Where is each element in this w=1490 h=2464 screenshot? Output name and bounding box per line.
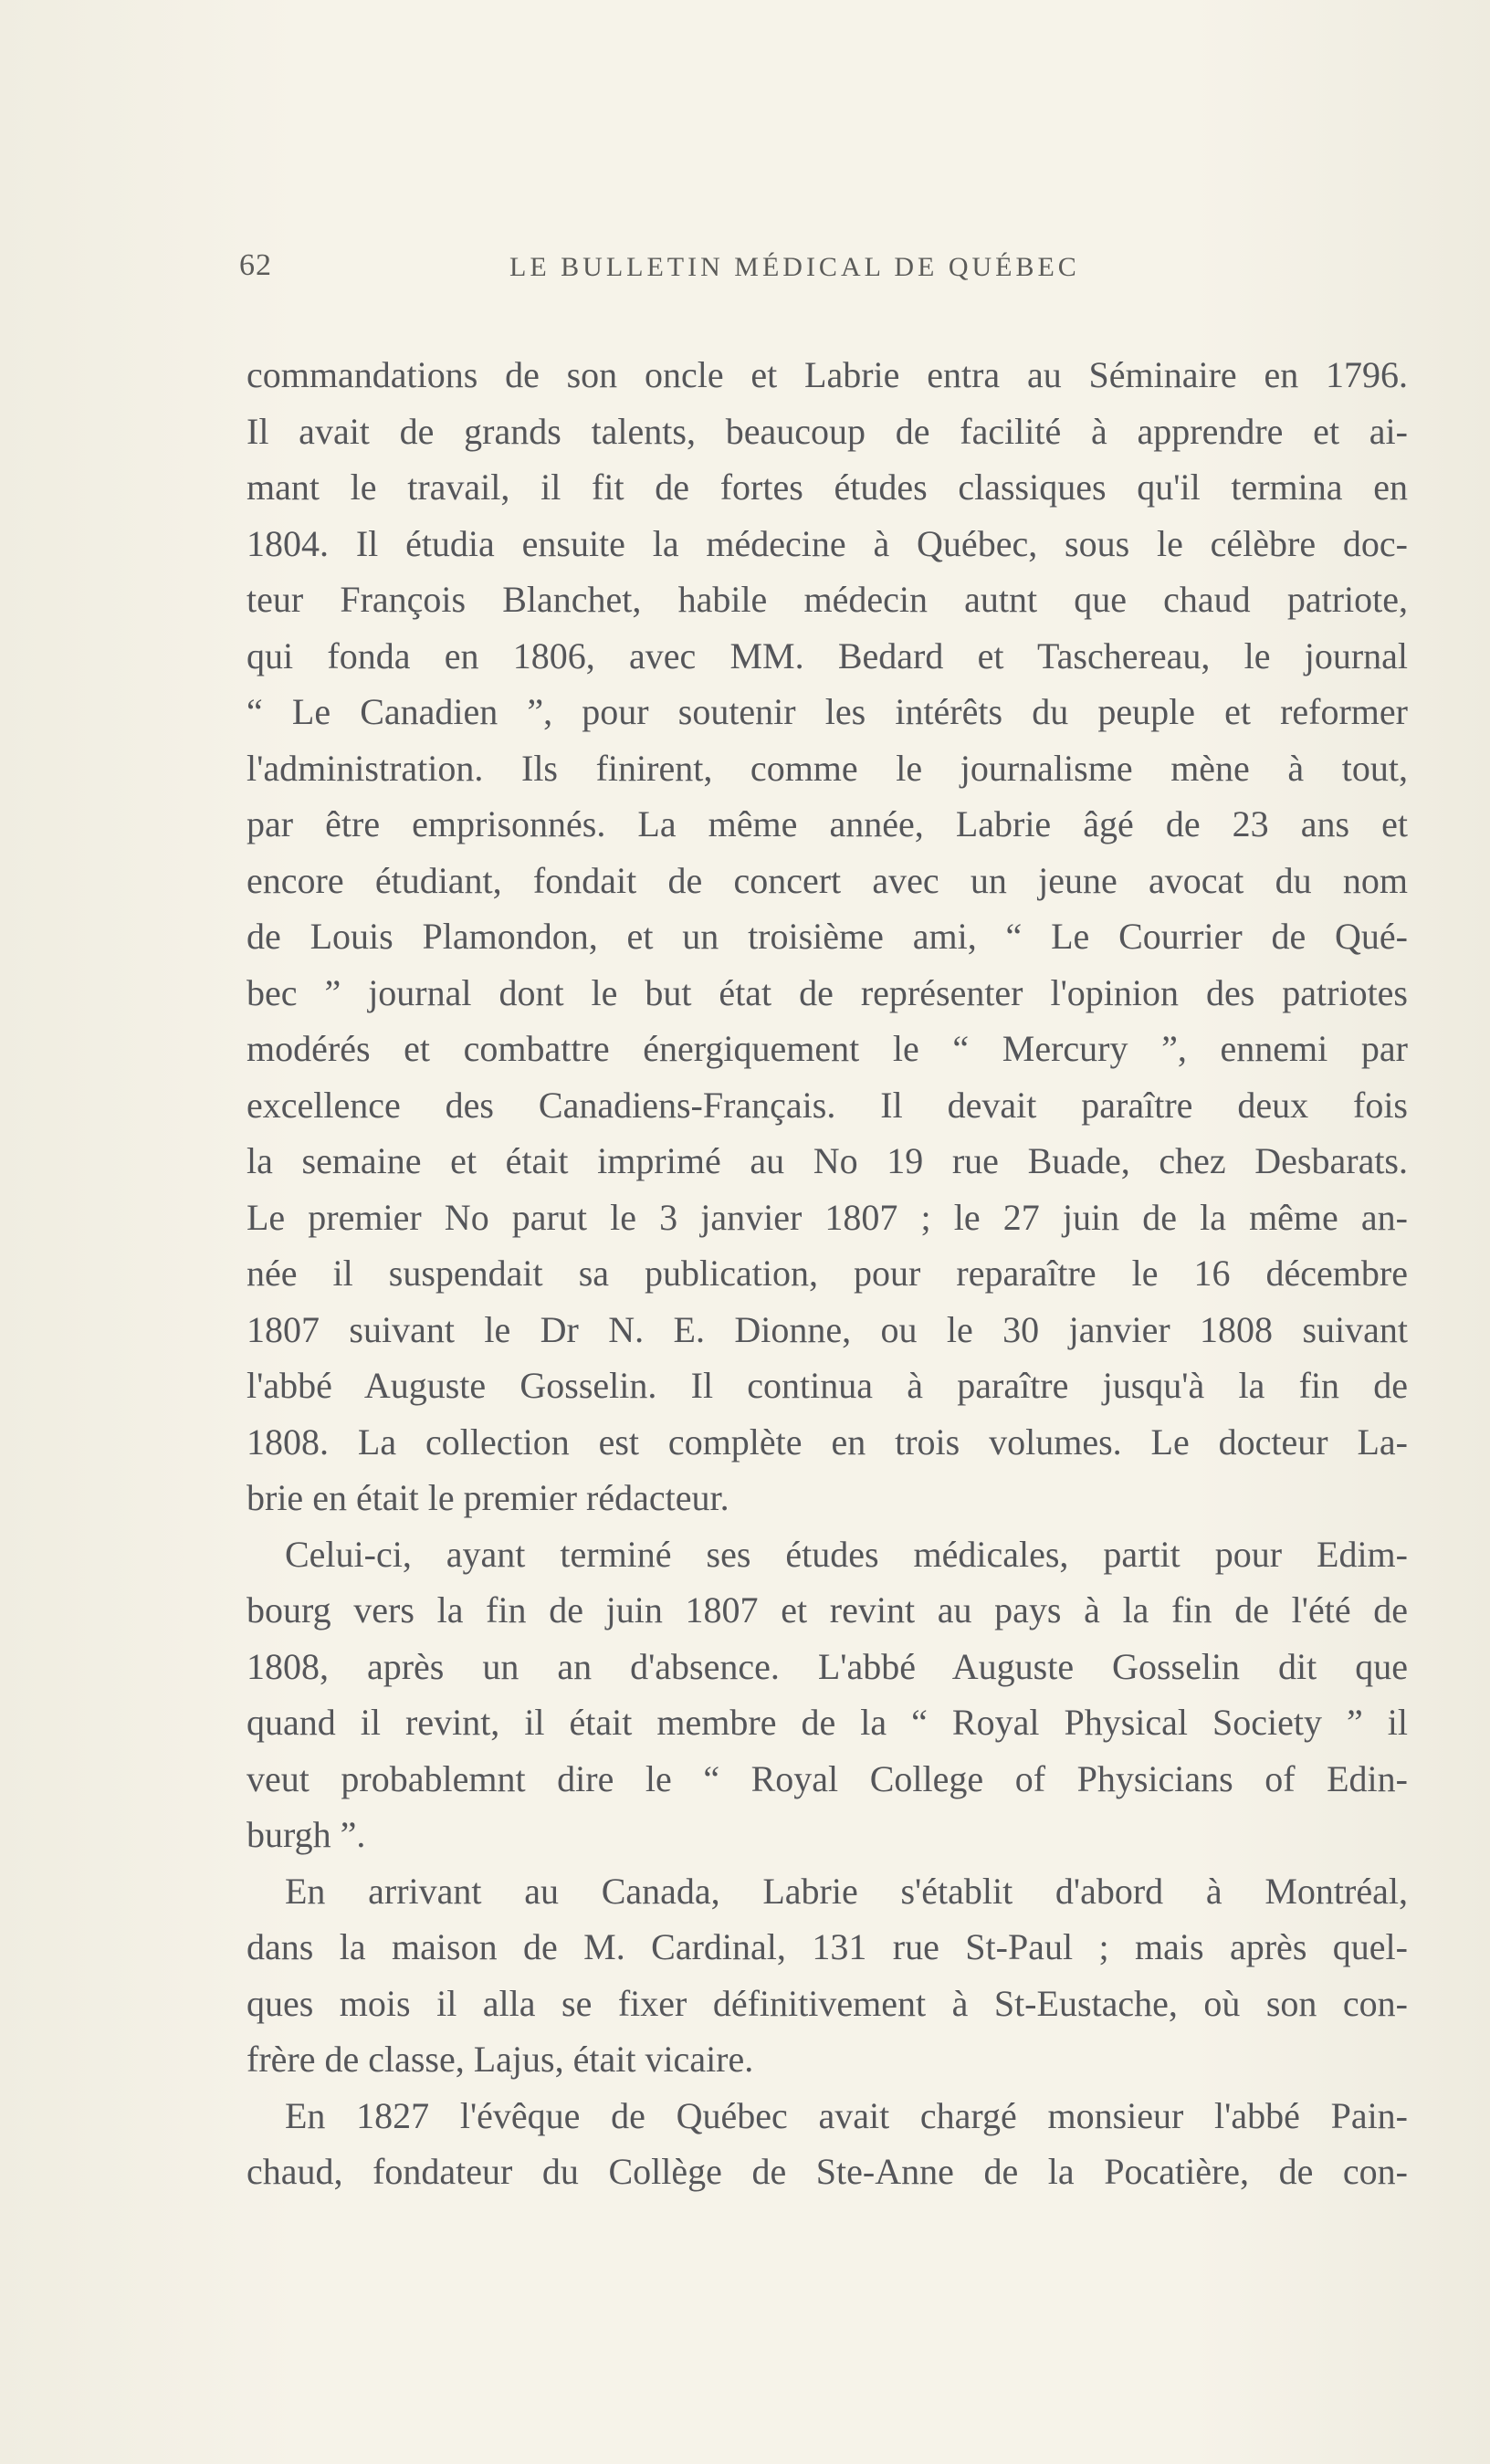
page-number: 62 (239, 248, 272, 282)
text-line: brie en était le premier rédacteur. (247, 1477, 729, 1518)
text-line: bec ” journal dont le but état de représenter l'opinion des patriotes (247, 971, 1408, 1013)
text-line: Le premier No parut le 3 janvier 1807 ; le 27 juin de la même an- (247, 1196, 1408, 1238)
text-line: 1807 suivant le Dr N. E. Dionne, ou le 30 janvier 1808 suivant (247, 1308, 1408, 1350)
text-line: l'abbé Auguste Gosselin. Il continua à paraître jusqu'à la fin de (247, 1365, 1408, 1406)
text-line: ques mois il alla se fixer définitivement à St-Eustache, où son con- (247, 1982, 1408, 2024)
text-line: “ Le Canadien ”, pour soutenir les intérêts du peuple et reformer (247, 691, 1408, 732)
text-line: l'administration. Ils finirent, comme le journalisme mène à tout, (247, 747, 1408, 789)
text-line: 1808, après un an d'absence. L'abbé Auguste Gosselin dit que (247, 1645, 1408, 1687)
text-line: dans la maison de M. Cardinal, 131 rue St-Paul ; mais après quel- (247, 1926, 1408, 1967)
text-line: 1808. La collection est complète en trois volumes. Le docteur La- (247, 1421, 1408, 1463)
text-line: modérés et combattre énergiquement le “ Mercury ”, ennemi par (247, 1028, 1408, 1069)
text-line: En arrivant au Canada, Labrie s'établit d'abord à Montréal, (285, 1870, 1408, 1912)
text-line: veut probablemnt dire le “ Royal College of Physicians of Edin- (247, 1757, 1408, 1799)
text-line: Celui-ci, ayant terminé ses études médicales, partit pour Edim- (285, 1533, 1408, 1575)
text-line: commandations de son oncle et Labrie entra au Séminaire en 1796. (247, 354, 1408, 395)
text-line: encore étudiant, fondait de concert avec un jeune avocat du nom (247, 859, 1408, 901)
text-line: En 1827 l'évêque de Québec avait chargé monsieur l'abbé Pain- (285, 2094, 1408, 2136)
text-line: Il avait de grands talents, beaucoup de facilité à apprendre et ai- (247, 410, 1408, 452)
text-line: mant le travail, il fit de fortes études classiques qu'il termina en (247, 467, 1408, 508)
body-text (247, 347, 1408, 2200)
text-line: bourg vers la fin de juin 1807 et revint au pays à la fin de l'été de (247, 1589, 1408, 1630)
text-line: frère de classe, Lajus, était vicaire. (247, 2039, 754, 2080)
text-line: excellence des Canadiens-Français. Il devait paraître deux fois (247, 1084, 1408, 1126)
text-line: 1804. Il étudia ensuite la médecine à Québec, sous le célèbre doc- (247, 522, 1408, 564)
text-line: de Louis Plamondon, et un troisième ami, “ Le Courrier de Qué- (247, 916, 1408, 957)
text-line: par être emprisonnés. La même année, Labrie âgé de 23 ans et (247, 803, 1408, 844)
text-line: la semaine et était imprimé au No 19 rue Buade, chez Desbarats. (247, 1140, 1408, 1181)
page-header (239, 248, 1152, 294)
text-line: quand il revint, il était membre de la “ Royal Physical Society ” il (247, 1702, 1408, 1743)
text-line: burgh ”. (247, 1814, 366, 1855)
text-line: née il suspendait sa publication, pour reparaître le 16 décembre (247, 1253, 1408, 1294)
text-line: teur François Blanchet, habile médecin autnt que chaud patriote, (247, 579, 1408, 620)
running-head: LE BULLETIN MÉDICAL DE QUÉBEC (509, 252, 1080, 282)
text-line: chaud, fondateur du Collège de Ste-Anne de la Pocatière, de con- (247, 2151, 1408, 2192)
text-line: qui fonda en 1806, avec MM. Bedard et Taschereau, le journal (247, 634, 1408, 676)
